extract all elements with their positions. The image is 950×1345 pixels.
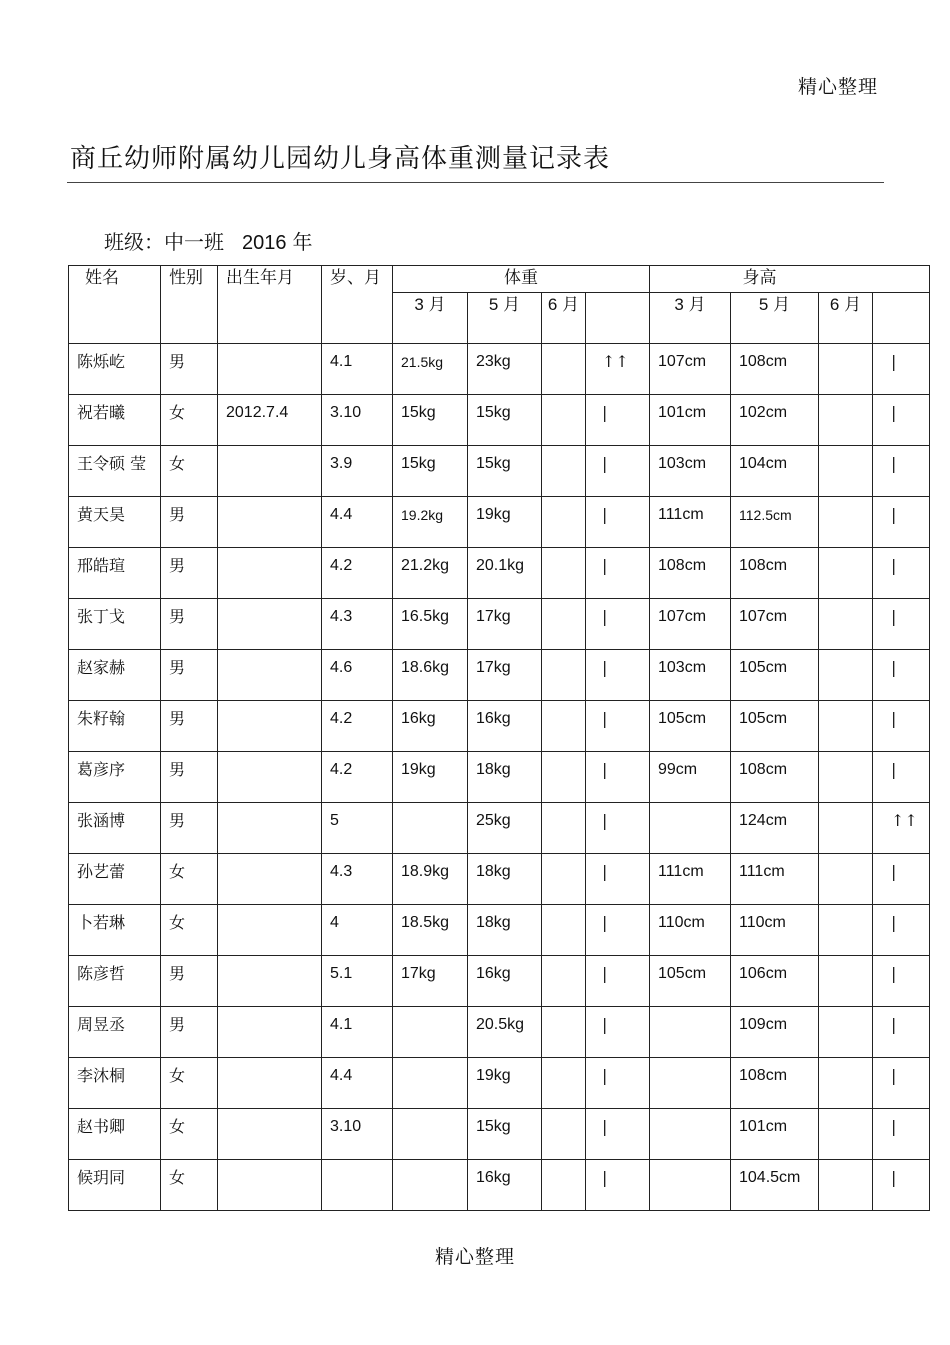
cell-age: 4.6 <box>322 650 393 701</box>
cell-height-m5: 102cm <box>731 395 819 446</box>
cell-weight-m5: 18kg <box>468 854 542 905</box>
cell-height-m5: 108cm <box>731 1058 819 1109</box>
cell-height-trend: | <box>873 1058 930 1109</box>
cell-height-m5: 104.5cm <box>731 1160 819 1211</box>
cell-weight-m3: 18.5kg <box>393 905 468 956</box>
cell-weight-m3: 21.5kg <box>393 344 468 395</box>
header-gender: 性别 <box>161 266 218 344</box>
cell-height-m5: 105cm <box>731 701 819 752</box>
cell-height-m5: 108cm <box>731 548 819 599</box>
cell-height-m6 <box>819 497 873 548</box>
cell-weight-m6 <box>542 650 586 701</box>
cell-height-m5: 106cm <box>731 956 819 1007</box>
cell-gender: 女 <box>161 446 218 497</box>
table-row <box>69 599 930 650</box>
cell-weight-m3 <box>393 803 468 854</box>
cell-weight-m3: 17kg <box>393 956 468 1007</box>
cell-age: 4.2 <box>322 752 393 803</box>
header-height-m5: 5 月 <box>731 293 819 344</box>
cell-name: 祝若曦 <box>69 395 161 446</box>
cell-name: 赵家赫 <box>69 650 161 701</box>
cell-name: 卜若琳 <box>69 905 161 956</box>
cell-gender: 男 <box>161 752 218 803</box>
cell-age: 5 <box>322 803 393 854</box>
header-height-m3: 3 月 <box>650 293 731 344</box>
cell-weight-m6 <box>542 854 586 905</box>
cell-birth <box>218 1007 322 1058</box>
cell-birth <box>218 752 322 803</box>
table-row <box>69 701 930 752</box>
cell-weight-m6 <box>542 599 586 650</box>
cell-name: 陈彦哲 <box>69 956 161 1007</box>
cell-birth <box>218 599 322 650</box>
cell-gender: 男 <box>161 956 218 1007</box>
cell-weight-m3: 18.6kg <box>393 650 468 701</box>
cell-height-m5: 124cm <box>731 803 819 854</box>
cell-height-trend: | <box>873 497 930 548</box>
cell-name: 陈烁屹 <box>69 344 161 395</box>
cell-height-trend: | <box>873 701 930 752</box>
cell-height-m6 <box>819 1007 873 1058</box>
header-height: 身高 <box>650 266 930 293</box>
cell-birth <box>218 497 322 548</box>
cell-height-m5: 109cm <box>731 1007 819 1058</box>
table-row <box>69 752 930 803</box>
cell-height-m6 <box>819 803 873 854</box>
year-value: 2016 <box>242 232 287 254</box>
cell-gender: 女 <box>161 905 218 956</box>
cell-height-m3: 107cm <box>650 599 731 650</box>
cell-weight-m3 <box>393 1160 468 1211</box>
cell-weight-trend: | <box>586 650 650 701</box>
cell-height-m5: 105cm <box>731 650 819 701</box>
cell-weight-m6 <box>542 1109 586 1160</box>
cell-weight-m5: 15kg <box>468 446 542 497</box>
cell-name: 黄天昊 <box>69 497 161 548</box>
cell-name: 朱籽翰 <box>69 701 161 752</box>
cell-birth <box>218 1160 322 1211</box>
table-row <box>69 497 930 548</box>
cell-weight-trend: ↑↑ <box>586 344 650 395</box>
cell-gender: 男 <box>161 701 218 752</box>
cell-weight-m5: 16kg <box>468 1160 542 1211</box>
cell-height-trend: | <box>873 446 930 497</box>
cell-height-m3: 108cm <box>650 548 731 599</box>
cell-birth <box>218 803 322 854</box>
cell-birth <box>218 1109 322 1160</box>
cell-weight-m6 <box>542 446 586 497</box>
cell-weight-m3: 16.5kg <box>393 599 468 650</box>
table-row <box>69 395 930 446</box>
cell-height-m6 <box>819 1160 873 1211</box>
cell-height-m5: 111cm <box>731 854 819 905</box>
cell-birth: 2012.7.4 <box>218 395 322 446</box>
cell-birth <box>218 701 322 752</box>
header-row-1 <box>69 266 930 293</box>
cell-weight-m6 <box>542 752 586 803</box>
table-row <box>69 956 930 1007</box>
header-note: 精心整理 <box>797 76 878 98</box>
cell-height-trend: | <box>873 1007 930 1058</box>
cell-gender: 男 <box>161 803 218 854</box>
document-title: 商丘幼师附属幼儿园幼儿身高体重测量记录表 <box>70 144 611 174</box>
cell-birth <box>218 1058 322 1109</box>
cell-height-trend: | <box>873 1160 930 1211</box>
cell-age: 4 <box>322 905 393 956</box>
cell-weight-trend: | <box>586 1109 650 1160</box>
cell-weight-trend: | <box>586 395 650 446</box>
cell-weight-trend: | <box>586 497 650 548</box>
cell-gender: 男 <box>161 650 218 701</box>
title-underline <box>67 182 884 183</box>
cell-weight-m6 <box>542 1160 586 1211</box>
cell-height-m6 <box>819 395 873 446</box>
cell-weight-m6 <box>542 1058 586 1109</box>
cell-weight-m6 <box>542 905 586 956</box>
cell-height-m5: 104cm <box>731 446 819 497</box>
cell-weight-m3 <box>393 1007 468 1058</box>
table-row <box>69 650 930 701</box>
cell-birth <box>218 446 322 497</box>
cell-weight-trend: | <box>586 1007 650 1058</box>
cell-height-trend: | <box>873 650 930 701</box>
cell-height-m5: 108cm <box>731 752 819 803</box>
cell-height-m3: 105cm <box>650 956 731 1007</box>
cell-height-m5: 108cm <box>731 344 819 395</box>
cell-weight-m3: 19.2kg <box>393 497 468 548</box>
cell-height-m6 <box>819 1109 873 1160</box>
header-age: 岁、月 <box>322 266 393 344</box>
cell-age: 4.1 <box>322 1007 393 1058</box>
cell-height-m3: 103cm <box>650 446 731 497</box>
header-weight-m5: 5 月 <box>468 293 542 344</box>
cell-age: 5.1 <box>322 956 393 1007</box>
cell-height-m6 <box>819 701 873 752</box>
cell-age: 4.1 <box>322 344 393 395</box>
cell-birth <box>218 854 322 905</box>
cell-name: 王令硕 莹 <box>69 446 161 497</box>
cell-birth <box>218 548 322 599</box>
cell-name: 候玥同 <box>69 1160 161 1211</box>
cell-height-m6 <box>819 548 873 599</box>
cell-height-m5: 112.5cm <box>731 497 819 548</box>
cell-age: 3.9 <box>322 446 393 497</box>
cell-gender: 女 <box>161 854 218 905</box>
cell-weight-m5: 20.1kg <box>468 548 542 599</box>
cell-name: 葛彦序 <box>69 752 161 803</box>
cell-height-m3: 111cm <box>650 497 731 548</box>
table-row <box>69 446 930 497</box>
cell-gender: 女 <box>161 395 218 446</box>
cell-age: 4.4 <box>322 1058 393 1109</box>
header-birth: 出生年月 <box>218 266 322 344</box>
cell-age <box>322 1160 393 1211</box>
header-weight-m3: 3 月 <box>393 293 468 344</box>
header-height-trend <box>873 293 930 344</box>
class-info <box>104 226 313 255</box>
cell-height-m3: 103cm <box>650 650 731 701</box>
cell-gender: 男 <box>161 1007 218 1058</box>
cell-height-m6 <box>819 854 873 905</box>
table-row <box>69 905 930 956</box>
cell-height-trend: | <box>873 752 930 803</box>
cell-height-trend: | <box>873 956 930 1007</box>
cell-weight-m6 <box>542 497 586 548</box>
cell-weight-m3: 19kg <box>393 752 468 803</box>
cell-height-m6 <box>819 344 873 395</box>
header-weight-trend <box>586 293 650 344</box>
cell-weight-trend: | <box>586 548 650 599</box>
cell-height-m3 <box>650 1058 731 1109</box>
cell-age: 3.10 <box>322 1109 393 1160</box>
cell-weight-m5: 18kg <box>468 752 542 803</box>
cell-height-trend: | <box>873 905 930 956</box>
cell-name: 孙艺蕾 <box>69 854 161 905</box>
table-row <box>69 344 930 395</box>
cell-weight-m6 <box>542 548 586 599</box>
cell-weight-m5: 18kg <box>468 905 542 956</box>
cell-height-m3 <box>650 1109 731 1160</box>
cell-height-m6 <box>819 752 873 803</box>
table-row <box>69 854 930 905</box>
cell-height-trend: | <box>873 599 930 650</box>
cell-height-trend: | <box>873 344 930 395</box>
cell-weight-m6 <box>542 956 586 1007</box>
cell-height-m3 <box>650 1007 731 1058</box>
cell-weight-m3: 18.9kg <box>393 854 468 905</box>
class-label: 班级：中一班 <box>104 230 224 254</box>
cell-height-m3: 107cm <box>650 344 731 395</box>
cell-height-m6 <box>819 905 873 956</box>
cell-birth <box>218 650 322 701</box>
cell-name: 赵书卿 <box>69 1109 161 1160</box>
table-row <box>69 1058 930 1109</box>
cell-height-m6 <box>819 446 873 497</box>
cell-weight-m6 <box>542 701 586 752</box>
cell-height-m5: 110cm <box>731 905 819 956</box>
cell-weight-m5: 17kg <box>468 650 542 701</box>
table-row <box>69 1109 930 1160</box>
cell-weight-m3: 15kg <box>393 446 468 497</box>
cell-weight-m3 <box>393 1058 468 1109</box>
cell-weight-m6 <box>542 395 586 446</box>
cell-weight-m3: 15kg <box>393 395 468 446</box>
cell-weight-m5: 25kg <box>468 803 542 854</box>
cell-birth <box>218 956 322 1007</box>
cell-age: 4.3 <box>322 599 393 650</box>
cell-height-m6 <box>819 956 873 1007</box>
cell-weight-m5: 17kg <box>468 599 542 650</box>
table-row <box>69 803 930 854</box>
cell-height-m3: 99cm <box>650 752 731 803</box>
cell-weight-trend: | <box>586 599 650 650</box>
cell-weight-trend: | <box>586 752 650 803</box>
cell-height-m3: 110cm <box>650 905 731 956</box>
cell-gender: 男 <box>161 344 218 395</box>
cell-weight-m3 <box>393 1109 468 1160</box>
cell-weight-m6 <box>542 1007 586 1058</box>
cell-weight-m5: 19kg <box>468 497 542 548</box>
cell-age: 3.10 <box>322 395 393 446</box>
cell-weight-trend: | <box>586 701 650 752</box>
cell-height-m5: 101cm <box>731 1109 819 1160</box>
cell-weight-m5: 15kg <box>468 395 542 446</box>
cell-height-m3 <box>650 1160 731 1211</box>
footer-note: 精心整理 <box>434 1246 515 1268</box>
cell-height-m6 <box>819 650 873 701</box>
table-row <box>69 548 930 599</box>
cell-weight-m5: 16kg <box>468 956 542 1007</box>
cell-weight-m6 <box>542 803 586 854</box>
cell-weight-trend: | <box>586 1160 650 1211</box>
cell-weight-trend: | <box>586 803 650 854</box>
cell-height-m3: 105cm <box>650 701 731 752</box>
cell-height-m3: 101cm <box>650 395 731 446</box>
cell-birth <box>218 344 322 395</box>
cell-weight-trend: | <box>586 854 650 905</box>
cell-weight-m5: 15kg <box>468 1109 542 1160</box>
cell-gender: 女 <box>161 1160 218 1211</box>
cell-height-m6 <box>819 1058 873 1109</box>
cell-height-trend: | <box>873 1109 930 1160</box>
cell-gender: 男 <box>161 599 218 650</box>
cell-gender: 女 <box>161 1109 218 1160</box>
cell-weight-m5: 20.5kg <box>468 1007 542 1058</box>
cell-gender: 女 <box>161 1058 218 1109</box>
cell-age: 4.4 <box>322 497 393 548</box>
header-name: 姓名 <box>69 266 161 344</box>
cell-height-trend: | <box>873 548 930 599</box>
year-unit: 年 <box>292 230 313 254</box>
cell-birth <box>218 905 322 956</box>
header-weight-m6: 6 月 <box>542 293 586 344</box>
cell-name: 张涵博 <box>69 803 161 854</box>
cell-weight-m6 <box>542 344 586 395</box>
cell-name: 李沐桐 <box>69 1058 161 1109</box>
cell-height-m3: 111cm <box>650 854 731 905</box>
cell-weight-m3: 16kg <box>393 701 468 752</box>
cell-height-trend: | <box>873 854 930 905</box>
header-weight: 体重 <box>393 266 650 293</box>
cell-height-m6 <box>819 599 873 650</box>
header-height-m6: 6 月 <box>819 293 873 344</box>
cell-gender: 男 <box>161 497 218 548</box>
cell-name: 邢皓瑄 <box>69 548 161 599</box>
cell-age: 4.2 <box>322 701 393 752</box>
cell-name: 张丁戈 <box>69 599 161 650</box>
cell-weight-trend: | <box>586 446 650 497</box>
cell-weight-trend: | <box>586 1058 650 1109</box>
cell-height-trend: ↑↑ <box>873 803 930 854</box>
measurement-table <box>68 265 930 1211</box>
cell-weight-trend: | <box>586 905 650 956</box>
cell-height-m3 <box>650 803 731 854</box>
cell-weight-m5: 19kg <box>468 1058 542 1109</box>
cell-age: 4.2 <box>322 548 393 599</box>
cell-gender: 男 <box>161 548 218 599</box>
cell-weight-m3: 21.2kg <box>393 548 468 599</box>
cell-name: 周昱丞 <box>69 1007 161 1058</box>
cell-height-trend: | <box>873 395 930 446</box>
cell-weight-m5: 23kg <box>468 344 542 395</box>
table-row <box>69 1007 930 1058</box>
cell-weight-m5: 16kg <box>468 701 542 752</box>
cell-age: 4.3 <box>322 854 393 905</box>
cell-weight-trend: | <box>586 956 650 1007</box>
cell-height-m5: 107cm <box>731 599 819 650</box>
table-row <box>69 1160 930 1211</box>
